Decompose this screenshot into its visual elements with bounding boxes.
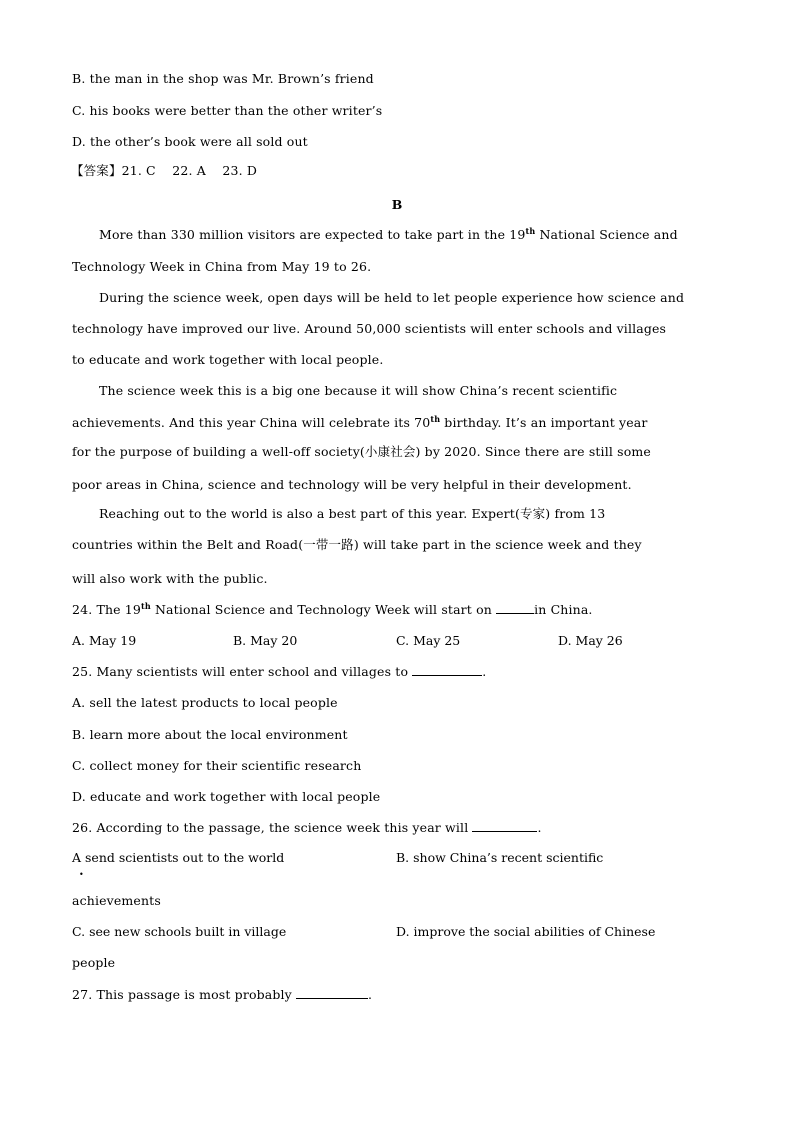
passage-line: During the science week, open days will be held to let people experience how science and <box>99 290 685 305</box>
passage-line: poor areas in China, science and technology will be very helpful in their development. <box>72 477 632 492</box>
option-b-continued: achievements <box>72 893 161 908</box>
question-24 <box>72 602 593 618</box>
question-text: 27. This passage is most probably <box>72 987 297 1002</box>
option-d-continued: people <box>72 955 116 970</box>
passage-line: for the purpose of building a well-off society(小康社会) by 2020. Since there are still some <box>72 444 651 459</box>
option-b: B. learn more about the local environment <box>72 727 348 742</box>
passage-text: birthday. It’s an important year <box>440 415 648 430</box>
option-a: A send scientists out to the world <box>72 850 285 865</box>
superscript: th <box>525 225 536 236</box>
question-text: . <box>537 820 542 835</box>
question-27 <box>72 987 372 1003</box>
question-text: National Science and Technology Week will start on <box>150 602 497 617</box>
question-text: . <box>482 664 487 679</box>
passage-line: The science week this is a big one because it will show China’s recent scientific <box>99 383 618 398</box>
option-b-prev: B. the man in the shop was Mr. Brown’s friend <box>72 71 374 86</box>
passage-line: to educate and work together with local people. <box>72 352 384 367</box>
answer-label: 【答案】 <box>71 163 122 178</box>
question-25 <box>72 664 486 680</box>
passage-text: More than 330 million visitors are expected to take part in the 19 <box>99 227 526 242</box>
question-text: in China. <box>534 602 593 617</box>
passage-line <box>72 415 648 431</box>
passage-line: technology have improved our live. Around 50,000 scientists will enter schools and villages <box>72 321 667 336</box>
answer-blank[interactable] <box>496 602 534 614</box>
passage-line: countries within the Belt and Road(一带一路) will take part in the science week and they <box>72 537 642 552</box>
option-c: C. May 25 <box>396 633 461 648</box>
option-c-prev: C. his books were better than the other writer’s <box>72 103 383 118</box>
passage-text: achievements. And this year China will celebrate its 70 <box>72 415 431 430</box>
passage-line: will also work with the public. <box>72 571 268 586</box>
option-a: A. sell the latest products to local people <box>72 695 338 710</box>
option-d: D. educate and work together with local people <box>72 789 381 804</box>
answer-line <box>71 163 257 179</box>
option-c: C. see new schools built in village <box>72 924 287 939</box>
passage-line: Reaching out to the world is also a best part of this year. Expert(专家) from 13 <box>99 506 606 521</box>
question-26 <box>72 820 542 836</box>
option-d-prev: D. the other’s book were all sold out <box>72 134 308 149</box>
passage-text: National Science and <box>535 227 678 242</box>
question-text: 25. Many scientists will enter school and villages to <box>72 664 413 679</box>
passage-line <box>99 227 678 243</box>
option-b: B. May 20 <box>233 633 298 648</box>
stray-dot: • <box>79 870 84 879</box>
question-text: 26. According to the passage, the science week this year will <box>72 820 473 835</box>
question-text: 24. The 19 <box>72 602 142 617</box>
option-b: B. show China’s recent scientific <box>396 850 604 865</box>
section-heading: B <box>391 197 403 212</box>
answer-blank[interactable] <box>296 987 368 999</box>
passage-line: Technology Week in China from May 19 to 26. <box>72 259 372 274</box>
superscript: th <box>141 600 151 611</box>
answer-blank[interactable] <box>412 664 482 676</box>
option-d: D. May 26 <box>558 633 623 648</box>
answer-text: 21. C 22. A 23. D <box>121 163 258 178</box>
option-c: C. collect money for their scientific research <box>72 758 362 773</box>
superscript: th <box>430 413 441 424</box>
answer-blank[interactable] <box>472 820 537 832</box>
question-text: . <box>368 987 373 1002</box>
option-a: A. May 19 <box>72 633 137 648</box>
option-d: D. improve the social abilities of Chinese <box>396 924 656 939</box>
